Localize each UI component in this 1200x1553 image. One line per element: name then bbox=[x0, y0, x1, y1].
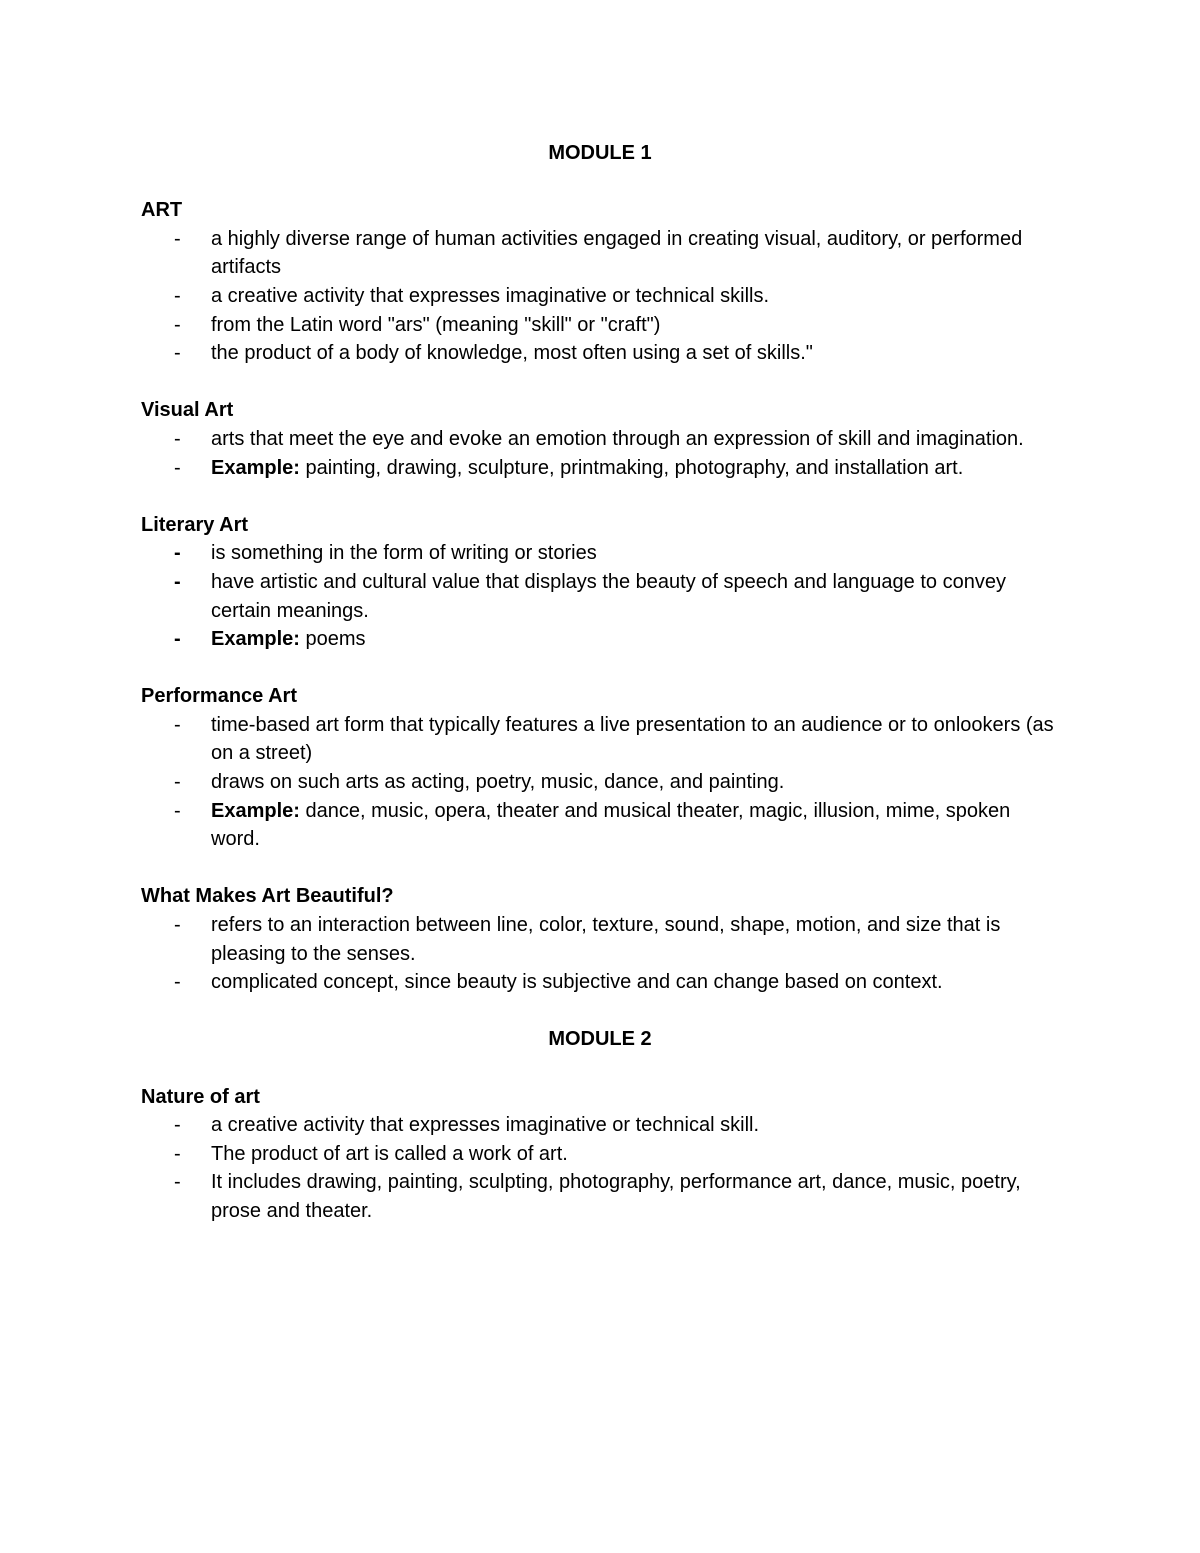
bullet-dash: - bbox=[174, 456, 181, 479]
list-item-text: refers to an interaction between line, color, texture, sound, shape, motion, and size that is pleasing to the senses. bbox=[211, 914, 1001, 965]
beautiful-list bbox=[141, 911, 1059, 997]
list-item-text: arts that meet the eye and evoke an emotion through an expression of skill and imagination. bbox=[211, 427, 1024, 450]
list-item bbox=[141, 911, 1059, 968]
list-item bbox=[141, 797, 1059, 854]
example-label: Example: bbox=[211, 456, 300, 479]
list-item bbox=[141, 1140, 1059, 1169]
bullet-dash: - bbox=[174, 628, 181, 651]
nature-of-art-list bbox=[141, 1111, 1059, 1225]
list-item bbox=[141, 711, 1059, 768]
example-text: dance, music, opera, theater and musical theater, magic, illusion, mime, spoken word. bbox=[211, 799, 1011, 851]
bullet-dash: - bbox=[174, 713, 181, 736]
section-title-nature-of-art: Nature of art bbox=[141, 1085, 260, 1108]
list-item-text: The product of art is called a work of art. bbox=[211, 1142, 568, 1165]
spacer bbox=[141, 654, 1059, 683]
section-title-performance-art: Performance Art bbox=[141, 685, 297, 708]
bullet-dash: - bbox=[174, 1114, 181, 1137]
list-item bbox=[141, 1168, 1059, 1225]
list-item-text: draws on such arts as acting, poetry, music, dance, and painting. bbox=[211, 771, 785, 794]
list-item-text: It includes drawing, painting, sculpting, photography, performance art, dance, music, poetry, prose and theater. bbox=[211, 1171, 1021, 1222]
list-item bbox=[141, 225, 1059, 282]
list-item-text: time-based art form that typically features a live presentation to an audience or to onlookers (as on a street) bbox=[211, 713, 1054, 765]
spacer bbox=[141, 854, 1059, 883]
list-item-text: complicated concept, since beauty is subjective and can change based on context. bbox=[211, 971, 943, 994]
list-item bbox=[141, 282, 1059, 311]
bullet-dash: - bbox=[174, 342, 181, 365]
section-art bbox=[141, 196, 1059, 368]
bullet-dash: - bbox=[174, 914, 181, 937]
bullet-dash: - bbox=[174, 799, 181, 822]
art-list bbox=[141, 225, 1059, 368]
performance-art-list bbox=[141, 711, 1059, 854]
spacer bbox=[141, 368, 1059, 397]
module-2-heading: MODULE 2 bbox=[548, 1028, 652, 1051]
list-item bbox=[141, 625, 1059, 654]
list-item-text: from the Latin word "ars" (meaning "skill" or "craft") bbox=[211, 313, 661, 336]
list-item bbox=[141, 311, 1059, 340]
bullet-dash: - bbox=[174, 284, 181, 307]
list-item bbox=[141, 339, 1059, 368]
list-item bbox=[141, 568, 1059, 625]
list-item-text: have artistic and cultural value that displays the beauty of speech and language to convey certain meanings. bbox=[211, 570, 1006, 622]
spacer bbox=[141, 1054, 1059, 1083]
example-text: painting, drawing, sculpture, printmaking, photography, and installation art. bbox=[299, 456, 964, 479]
literary-art-list bbox=[141, 539, 1059, 653]
list-item-text: a highly diverse range of human activities engaged in creating visual, auditory, or performed artifacts bbox=[211, 227, 1023, 279]
document-body bbox=[141, 139, 1059, 1226]
list-item bbox=[141, 454, 1059, 483]
list-item bbox=[141, 768, 1059, 797]
section-performance-art bbox=[141, 682, 1059, 854]
list-item-text: a creative activity that expresses imaginative or technical skills. bbox=[211, 284, 770, 307]
list-item bbox=[141, 539, 1059, 568]
section-what-makes-art-beautiful bbox=[141, 882, 1059, 996]
section-title-art: ART bbox=[141, 199, 183, 222]
bullet-dash: - bbox=[174, 313, 181, 336]
spacer bbox=[141, 997, 1059, 1026]
bullet-dash: - bbox=[174, 227, 181, 250]
section-title-visual-art: Visual Art bbox=[141, 399, 234, 422]
bullet-dash: - bbox=[174, 570, 181, 593]
list-item bbox=[141, 1111, 1059, 1140]
section-title-literary-art: Literary Art bbox=[141, 513, 249, 536]
spacer bbox=[141, 482, 1059, 511]
bullet-dash: - bbox=[174, 1171, 181, 1194]
example-label: Example: bbox=[211, 799, 300, 822]
section-visual-art bbox=[141, 396, 1059, 482]
bullet-dash: - bbox=[174, 427, 181, 450]
section-literary-art bbox=[141, 511, 1059, 654]
list-item-text: a creative activity that expresses imaginative or technical skill. bbox=[211, 1114, 760, 1137]
bullet-dash: - bbox=[174, 971, 181, 994]
list-item-text: is something in the form of writing or stories bbox=[211, 542, 597, 565]
section-title-beautiful: What Makes Art Beautiful? bbox=[141, 885, 394, 908]
example-label: Example: bbox=[211, 628, 300, 651]
bullet-dash: - bbox=[174, 1142, 181, 1165]
bullet-dash: - bbox=[174, 542, 181, 565]
list-item bbox=[141, 968, 1059, 997]
section-nature-of-art bbox=[141, 1083, 1059, 1226]
example-text: poems bbox=[299, 628, 366, 651]
list-item bbox=[141, 425, 1059, 454]
module-1-heading: MODULE 1 bbox=[548, 142, 652, 164]
bullet-dash: - bbox=[174, 771, 181, 794]
spacer bbox=[141, 168, 1059, 197]
visual-art-list bbox=[141, 425, 1059, 482]
list-item-text: the product of a body of knowledge, most often using a set of skills." bbox=[211, 342, 813, 365]
